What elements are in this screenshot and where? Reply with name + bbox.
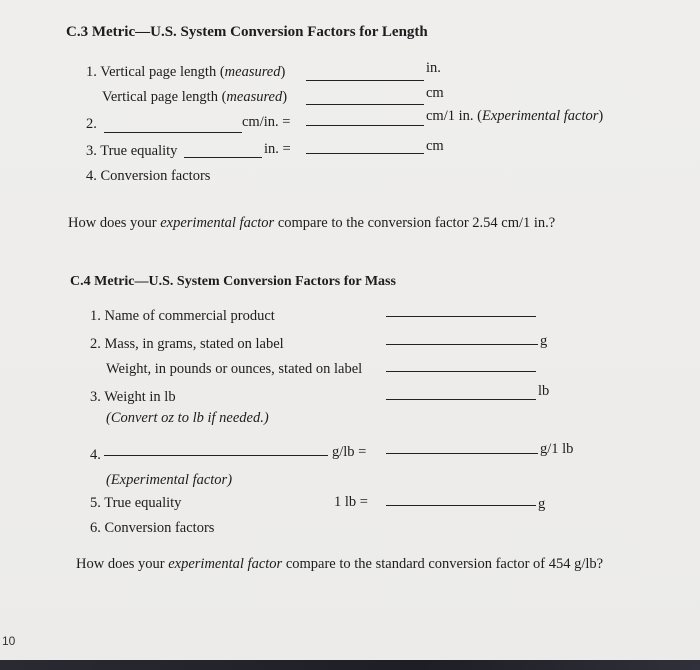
c4-question-a: How does your: [76, 556, 169, 572]
c4-item3-unit: lb: [538, 383, 550, 399]
c3-item2-exp: Experimental factor: [481, 108, 599, 124]
c4-item2-label: 2. Mass, in grams, stated on label: [90, 336, 284, 352]
c3-item1-close: ): [280, 64, 286, 80]
c4-item1-label: 1. Name of commercial product: [90, 308, 275, 324]
c3-item1-unit: in.: [426, 60, 441, 76]
c4-item4-unit: g/1 lb: [540, 441, 574, 457]
c3-item3-unit: cm: [426, 138, 444, 154]
c4-question-c: compare to the standard conversion factor of 454 g/lb?: [282, 556, 604, 572]
c4-item5-blank[interactable]: [386, 505, 536, 506]
c3-item1b-blank[interactable]: [306, 104, 424, 105]
c3-item4-label: 4. Conversion factors: [86, 168, 211, 184]
c3-item1b-close: ): [282, 89, 288, 105]
c3-item2-mid: cm/in. =: [242, 114, 291, 130]
c4-item3-note: (Convert oz to lb if needed.): [106, 410, 269, 426]
c3-question-a: How does your: [68, 215, 161, 231]
c3-item1b-unit: cm: [426, 85, 444, 101]
c4-item4-note: (Experimental factor): [106, 472, 233, 488]
c4-item1-blank[interactable]: [386, 316, 536, 317]
c3-question-c: compare to the conversion factor 2.54 cm/1 in.?: [274, 215, 556, 231]
bleed-through-artifact: [448, 32, 451, 47]
c3-item1-label: [86, 64, 285, 81]
c4-item2-blank[interactable]: [386, 344, 538, 345]
c4-item4-mid: g/lb =: [332, 444, 367, 460]
c4-question-emph: experimental factor: [168, 556, 283, 572]
c3-item1b-measured: measured: [226, 89, 283, 105]
c4-item3-label: 3. Weight in lb: [90, 389, 176, 405]
c4-item2-unit: g: [540, 333, 548, 349]
c3-item3-label: 3. True equality: [86, 143, 178, 159]
c3-question-emph: experimental factor: [160, 215, 275, 231]
c3-item3-blank-a[interactable]: [184, 157, 262, 158]
c4-item5-mid: 1 lb =: [334, 494, 368, 510]
c4-item5-unit: g: [538, 496, 546, 512]
c3-question: [68, 215, 555, 232]
c4-item2b-blank[interactable]: [386, 371, 536, 372]
c3-item1-text: 1. Vertical page length (: [86, 64, 225, 80]
c4-item3-blank[interactable]: [386, 399, 536, 400]
c3-item3-blank-b[interactable]: [306, 153, 424, 154]
c3-item2-num: 2.: [86, 116, 97, 132]
c4-item4-blank-a[interactable]: [104, 455, 328, 456]
c4-question: [76, 556, 603, 573]
c3-item1-blank[interactable]: [306, 80, 424, 81]
c3-item2-blank-a[interactable]: [104, 132, 242, 133]
c3-item1b-label: [102, 89, 287, 106]
c3-item1-measured: measured: [224, 64, 281, 80]
c3-item2-unit: [426, 108, 603, 125]
c4-heading: C.4 Metric—U.S. System Conversion Factors for Mass: [70, 274, 396, 289]
c3-item3-mid: in. =: [264, 141, 291, 157]
photo-edge-shadow: [0, 660, 700, 670]
c3-heading: C.3 Metric—U.S. System Conversion Factors for Length: [66, 24, 428, 40]
c3-item2-blank-b[interactable]: [306, 125, 424, 126]
c3-item2-unit-text: cm/1 in. (: [426, 108, 482, 124]
c4-item5-label: 5. True equality: [90, 495, 182, 511]
c4-item6-label: 6. Conversion factors: [90, 520, 215, 536]
c4-item4-num: 4.: [90, 447, 101, 463]
c3-item1b-text: Vertical page length (: [102, 89, 227, 105]
c4-item4-blank-b[interactable]: [386, 453, 538, 454]
c4-item2b-label: Weight, in pounds or ounces, stated on label: [106, 361, 363, 377]
page-number: 10: [2, 634, 16, 648]
c3-item2-close: ): [598, 108, 604, 124]
